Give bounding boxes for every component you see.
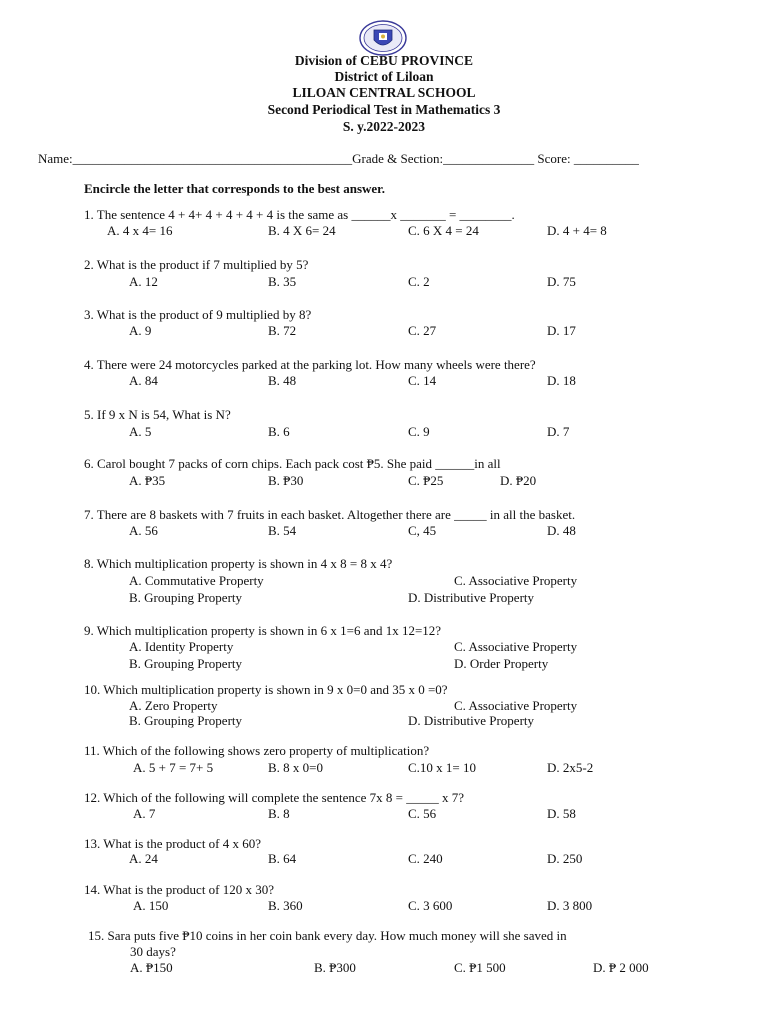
q8-choice-c[interactable]: C. Associative Property xyxy=(454,573,578,588)
q2-choice-b[interactable]: B. 35 xyxy=(268,274,297,289)
q13-choice-c[interactable]: C. 240 xyxy=(408,851,443,866)
q14-choice-d[interactable]: D. 3 800 xyxy=(547,898,593,913)
question-15: 15. Sara puts five ₱10 coins in her coin bank every day. How much money will she saved in xyxy=(88,928,567,943)
q1-choice-b[interactable]: B. 4 X 6= 24 xyxy=(268,223,336,238)
question-9: 9. Which multiplication property is shown in 6 x 1=6 and 1x 12=12? xyxy=(84,623,442,638)
q13-choice-a[interactable]: A. 24 xyxy=(129,851,158,866)
question-13: 13. What is the product of 4 x 60? xyxy=(84,836,262,851)
division-title: Division of CEBU PROVINCE xyxy=(294,53,474,68)
q11-choice-c[interactable]: C.10 x 1= 10 xyxy=(408,760,477,775)
question-15-continued: 30 days? xyxy=(130,944,176,959)
q4-choice-d[interactable]: D. 18 xyxy=(547,373,576,388)
q2-choice-c[interactable]: C. 2 xyxy=(408,274,430,289)
test-title: Second Periodical Test in Mathematics 3 xyxy=(267,102,501,117)
q15-choice-c[interactable]: C. ₱1 500 xyxy=(454,960,506,975)
q4-choice-a[interactable]: A. 84 xyxy=(129,373,158,388)
q7-choice-c[interactable]: C, 45 xyxy=(408,523,437,538)
q13-choice-b[interactable]: B. 64 xyxy=(268,851,297,866)
q9-choice-b[interactable]: B. Grouping Property xyxy=(129,656,243,671)
q15-choice-a[interactable]: A. ₱150 xyxy=(130,960,173,975)
q12-choice-d[interactable]: D. 58 xyxy=(547,806,576,821)
q11-choice-b[interactable]: B. 8 x 0=0 xyxy=(268,760,324,775)
district-title: District of Liloan xyxy=(334,69,434,84)
q5-choice-b[interactable]: B. 6 xyxy=(268,424,290,439)
q14-choice-b[interactable]: B. 360 xyxy=(268,898,303,913)
q11-choice-d[interactable]: D. 2x5-2 xyxy=(547,760,594,775)
q1-choice-c[interactable]: C. 6 X 4 = 24 xyxy=(408,223,479,238)
q3-choice-d[interactable]: D. 17 xyxy=(547,323,576,338)
question-10: 10. Which multiplication property is shown in 9 x 0=0 and 35 x 0 =0? xyxy=(84,682,448,697)
school-title: LILOAN CENTRAL SCHOOL xyxy=(292,85,476,100)
q6-choice-a[interactable]: A. ₱35 xyxy=(129,473,166,488)
q4-choice-b[interactable]: B. 48 xyxy=(268,373,297,388)
q10-choice-b[interactable]: B. Grouping Property xyxy=(129,713,243,728)
q11-choice-a[interactable]: A. 5 + 7 = 7+ 5 xyxy=(133,760,214,775)
instructions: Encircle the letter that corresponds to the best answer. xyxy=(84,181,386,196)
q2-choice-a[interactable]: A. 12 xyxy=(129,274,158,289)
deped-seal-logo xyxy=(358,20,408,56)
q14-choice-a[interactable]: A. 150 xyxy=(133,898,169,913)
q9-choice-d[interactable]: D. Order Property xyxy=(454,656,549,671)
q5-choice-a[interactable]: A. 5 xyxy=(129,424,152,439)
q3-choice-b[interactable]: B. 72 xyxy=(268,323,297,338)
q12-choice-c[interactable]: C. 56 xyxy=(408,806,437,821)
q12-choice-b[interactable]: B. 8 xyxy=(268,806,290,821)
question-4: 4. There were 24 motorcycles parked at the parking lot. How many wheels were there? xyxy=(84,357,536,372)
q15-choice-b[interactable]: B. ₱300 xyxy=(314,960,356,975)
question-1: 1. The sentence 4 + 4+ 4 + 4 + 4 + 4 is the same as ______x _______ = ________. xyxy=(84,207,515,222)
question-12: 12. Which of the following will complete the sentence 7x 8 = _____ x 7? xyxy=(84,790,465,805)
q5-choice-d[interactable]: D. 7 xyxy=(547,424,570,439)
question-2: 2. What is the product if 7 multiplied by 5? xyxy=(84,257,309,272)
question-5: 5. If 9 x N is 54, What is N? xyxy=(84,407,231,422)
q12-choice-a[interactable]: A. 7 xyxy=(133,806,156,821)
q10-choice-d[interactable]: D. Distributive Property xyxy=(408,713,535,728)
q3-choice-a[interactable]: A. 9 xyxy=(129,323,152,338)
q9-choice-c[interactable]: C. Associative Property xyxy=(454,639,578,654)
q8-choice-d[interactable]: D. Distributive Property xyxy=(408,590,535,605)
question-14: 14. What is the product of 120 x 30? xyxy=(84,882,275,897)
q10-choice-a[interactable]: A. Zero Property xyxy=(129,698,218,713)
q9-choice-a[interactable]: A. Identity Property xyxy=(129,639,234,654)
q6-choice-c[interactable]: C. ₱25 xyxy=(408,473,444,488)
q7-choice-b[interactable]: B. 54 xyxy=(268,523,297,538)
q8-choice-b[interactable]: B. Grouping Property xyxy=(129,590,243,605)
q8-choice-a[interactable]: A. Commutative Property xyxy=(129,573,264,588)
q1-choice-a[interactable]: A. 4 x 4= 16 xyxy=(107,223,173,238)
q15-choice-d[interactable]: D. ₱ 2 000 xyxy=(593,960,649,975)
q2-choice-d[interactable]: D. 75 xyxy=(547,274,576,289)
q6-choice-b[interactable]: B. ₱30 xyxy=(268,473,304,488)
school-year: S. y.2022-2023 xyxy=(342,119,426,134)
q3-choice-c[interactable]: C. 27 xyxy=(408,323,437,338)
q4-choice-c[interactable]: C. 14 xyxy=(408,373,437,388)
q5-choice-c[interactable]: C. 9 xyxy=(408,424,430,439)
question-3: 3. What is the product of 9 multiplied by 8? xyxy=(84,307,312,322)
q14-choice-c[interactable]: C. 3 600 xyxy=(408,898,453,913)
question-11: 11. Which of the following shows zero property of multiplication? xyxy=(84,743,430,758)
student-info-line: Name:___________________________________________Grade & Section:______________ Score: __________ xyxy=(38,151,639,166)
q6-choice-d[interactable]: D. ₱20 xyxy=(500,473,537,488)
question-6: 6. Carol bought 7 packs of corn chips. Each pack cost ₱5. She paid ______in all xyxy=(84,456,501,471)
q10-choice-c[interactable]: C. Associative Property xyxy=(454,698,578,713)
question-8: 8. Which multiplication property is shown in 4 x 8 = 8 x 4? xyxy=(84,556,393,571)
q7-choice-a[interactable]: A. 56 xyxy=(129,523,158,538)
q13-choice-d[interactable]: D. 250 xyxy=(547,851,583,866)
q7-choice-d[interactable]: D. 48 xyxy=(547,523,576,538)
question-7: 7. There are 8 baskets with 7 fruits in each basket. Altogether there are _____ in all the basket. xyxy=(84,507,576,522)
q1-choice-d[interactable]: D. 4 + 4= 8 xyxy=(547,223,607,238)
